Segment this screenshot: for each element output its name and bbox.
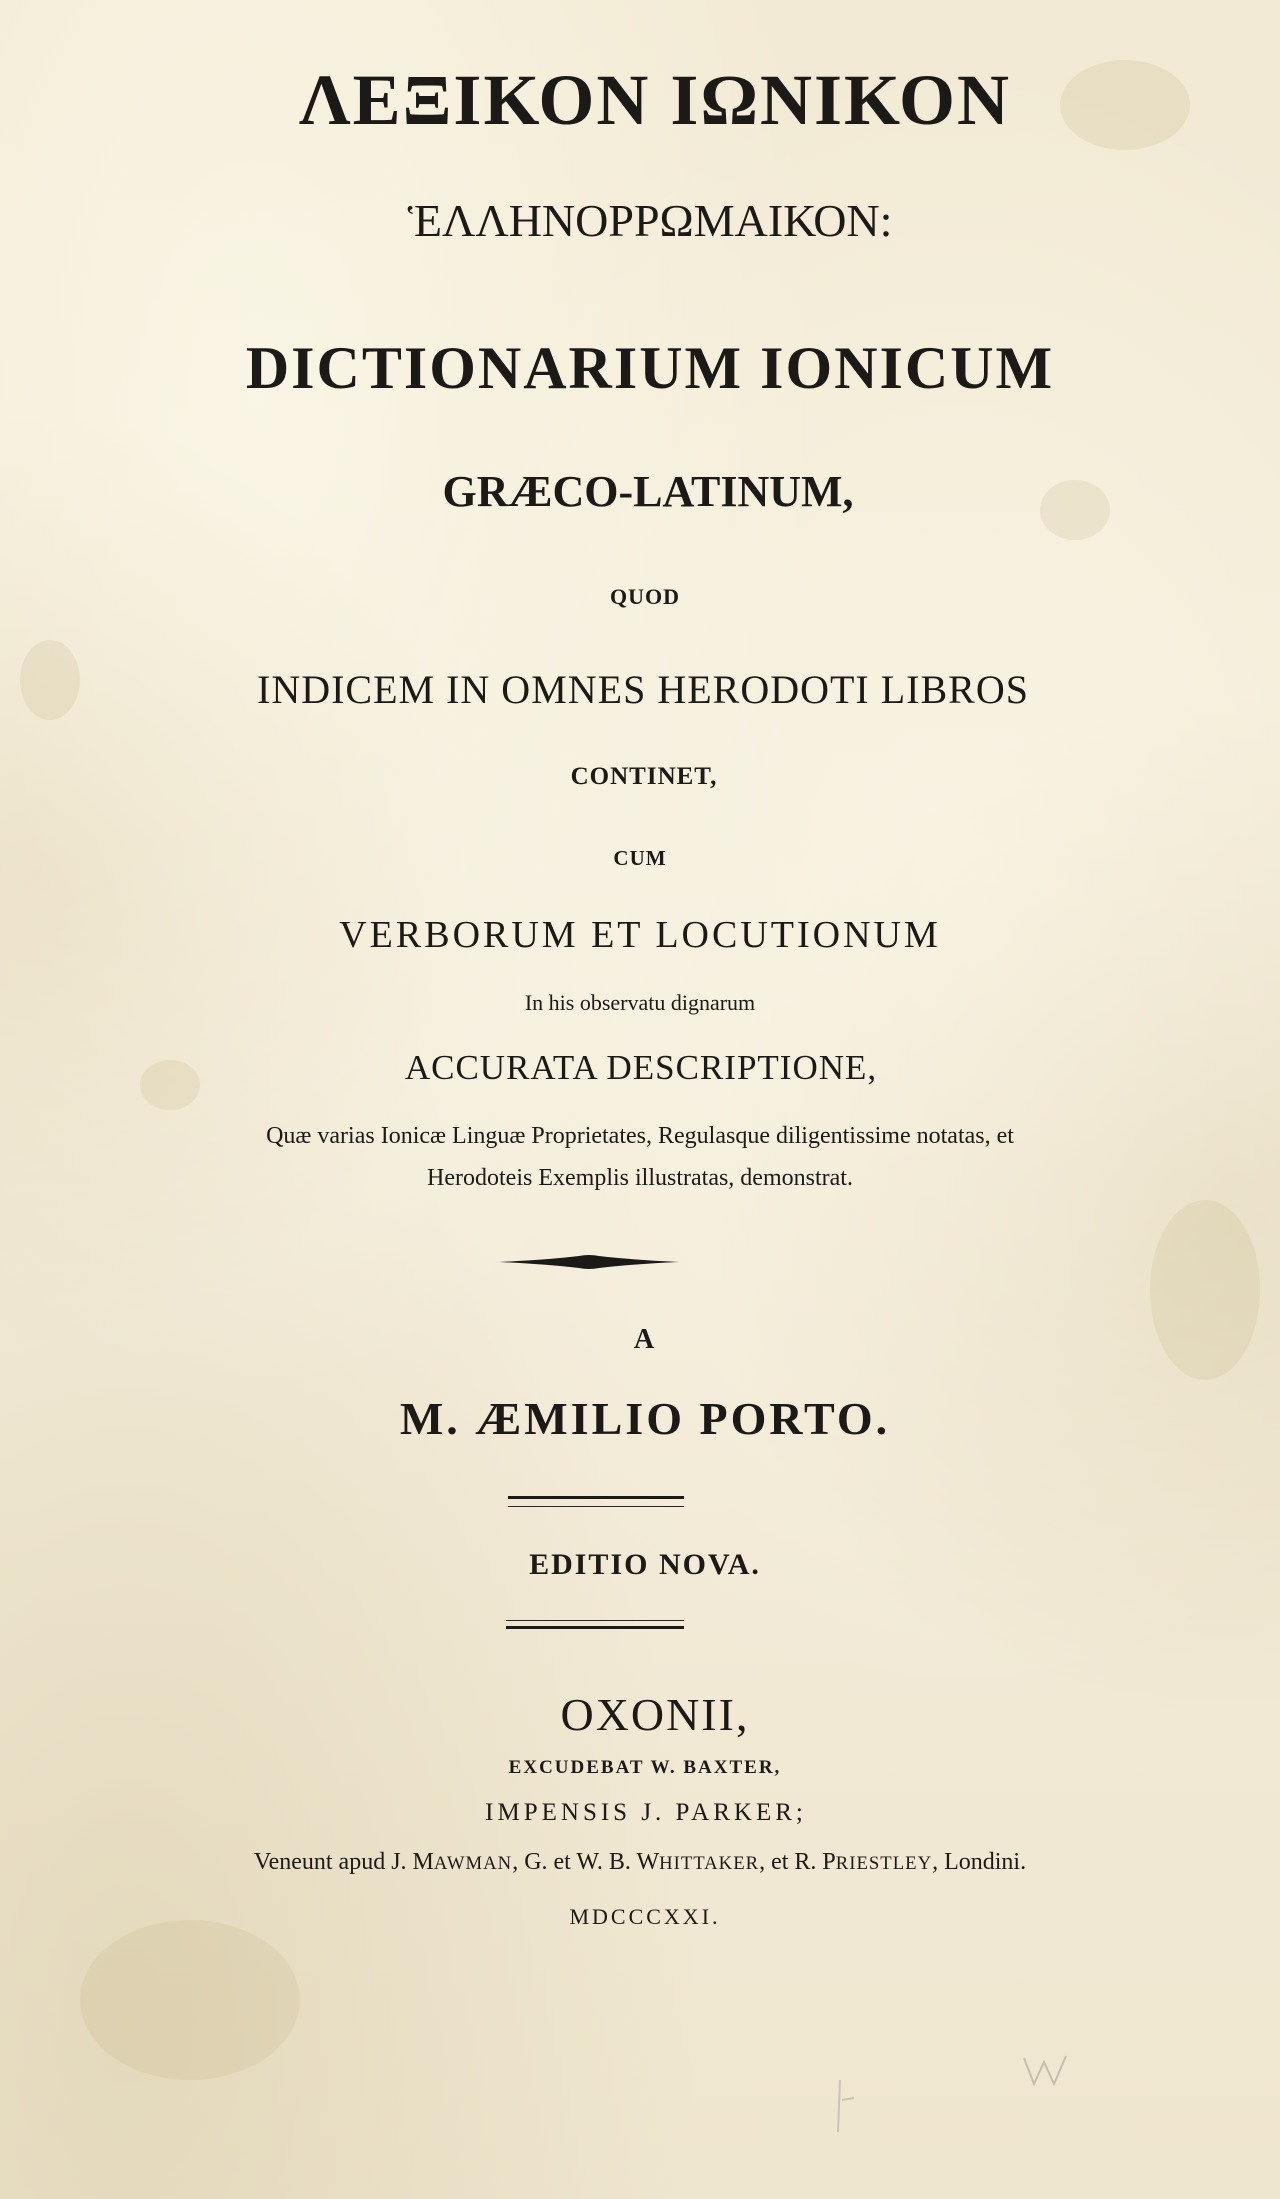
seller-name-caps: AWMAN	[433, 1853, 513, 1874]
seller-initial: W	[636, 1849, 660, 1875]
latin-subtitle: GRÆCO-LATINUM,	[442, 467, 854, 516]
sellers-line	[0, 1850, 1280, 1874]
publisher-line: IMPENSIS J. PARKER;	[485, 1799, 807, 1826]
seller-initial: P	[822, 1849, 836, 1875]
sellers-mid: , G. et W. B.	[512, 1849, 637, 1875]
in-his-line: In his observatu dignarum	[524, 990, 756, 1015]
sellers-prefix: Veneunt apud J.	[253, 1849, 413, 1875]
description-line-1: Quæ varias Ionicæ Linguæ Proprietates, Regulasque diligentissime notatas, et	[266, 1123, 1014, 1149]
verborum-line: VERBORUM ET LOCUTIONUM	[339, 914, 941, 956]
cum-word: CUM	[613, 846, 667, 870]
description-line-2: Herodoteis Exemplis illustratas, demonstrat.	[427, 1165, 853, 1191]
seller-name-caps: RIESTLEY	[835, 1853, 933, 1874]
rule-thick	[508, 1496, 684, 1499]
seller-initial: M	[412, 1849, 434, 1875]
greek-title: ΛΕΞΙΚΟΝ ΙΩΝΙΚΟΝ	[299, 60, 1011, 140]
ornament-divider-icon	[499, 1250, 679, 1274]
edition-line: EDITIO NOVA.	[529, 1548, 761, 1581]
seller-name-caps: HITTAKER	[659, 1853, 760, 1874]
rule-thin	[508, 1506, 684, 1507]
sellers-mid: , et R.	[759, 1849, 823, 1875]
rule-thin	[506, 1620, 684, 1621]
printer-line: EXCUDEBAT W. BAXTER,	[508, 1757, 782, 1778]
place-line: OXONII,	[560, 1689, 750, 1740]
continet-word: CONTINET,	[570, 763, 718, 790]
accurata-line: ACCURATA DESCRIPTIONE,	[404, 1048, 878, 1087]
pencil-mark-icon	[820, 2076, 860, 2136]
indicem-line: INDICEM IN OMNES HERODOTI LIBROS	[257, 667, 1029, 712]
latin-title: DICTIONARIUM IONICUM	[245, 335, 1055, 401]
greek-subtitle: ἙΛΛΗΝΟΡΡΩΜΑΙΚΟΝ:	[407, 195, 893, 246]
date-line: MDCCCXXI.	[569, 1904, 721, 1929]
rule-thick	[506, 1626, 684, 1629]
by-word: A	[633, 1324, 655, 1355]
quod-word: QUOD	[610, 584, 680, 609]
pencil-mark-icon	[1020, 2050, 1080, 2090]
sellers-suffix: , Londini.	[932, 1849, 1027, 1875]
paper-stain	[80, 1920, 300, 2080]
author-name: M. ÆMILIO PORTO.	[399, 1393, 891, 1444]
